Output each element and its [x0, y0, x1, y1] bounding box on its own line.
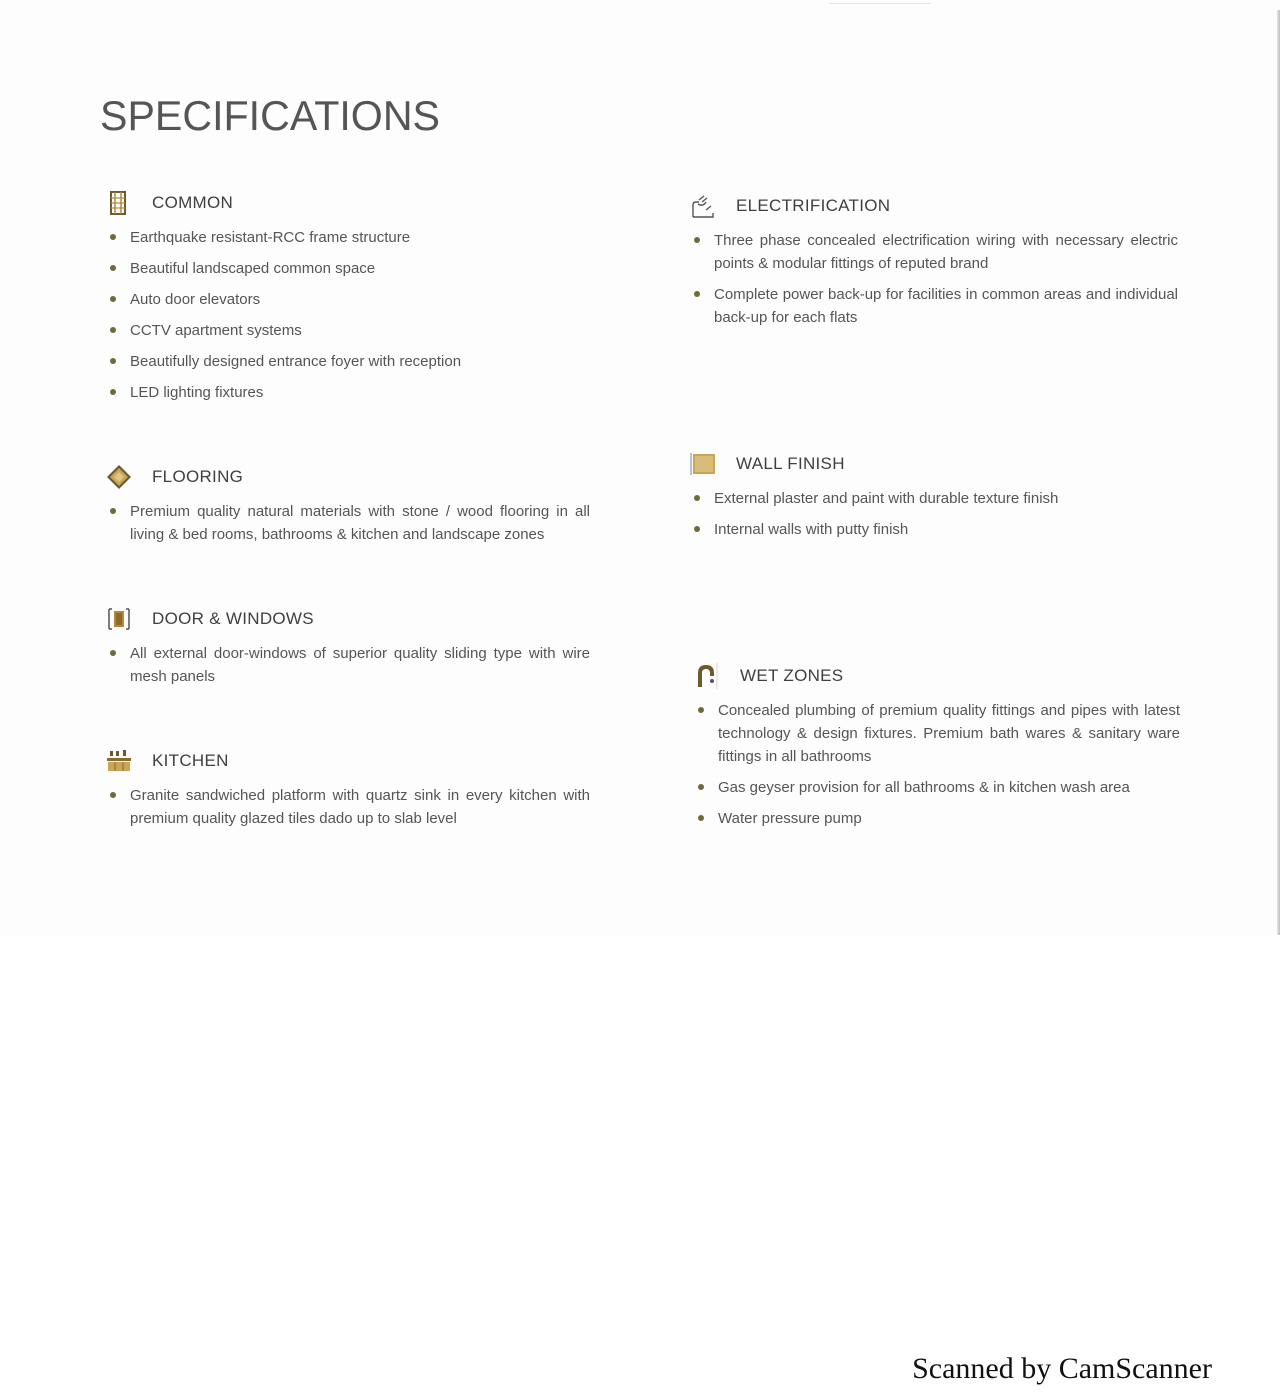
list-item: Premium quality natural materials with stone / wood flooring in all living & bed rooms, bathrooms & kitchen and landscape zones — [106, 500, 590, 546]
spec-list — [106, 642, 590, 688]
building-icon — [106, 190, 132, 216]
section-header — [694, 661, 1180, 691]
section-title: DOOR & WINDOWS — [152, 609, 314, 628]
section-electrification — [690, 191, 1178, 337]
list-item: Gas geyser provision for all bathrooms & in kitchen wash area — [694, 776, 1180, 799]
section-title: WALL FINISH — [736, 454, 845, 473]
list-item: Complete power back-up for facilities in common areas and individual back-up for each flats — [690, 283, 1178, 329]
section-header — [106, 188, 606, 218]
section-title: ELECTRIFICATION — [736, 196, 891, 215]
list-item: Water pressure pump — [694, 807, 1180, 830]
spec-list — [106, 226, 606, 404]
door-icon — [106, 606, 132, 632]
page-edge-top — [830, 3, 930, 4]
spec-list — [106, 784, 590, 830]
scanner-watermark: Scanned by CamScanner — [912, 1352, 1212, 1385]
spec-list — [106, 500, 590, 546]
section-title: FLOORING — [152, 467, 244, 486]
list-item: Beautifully designed entrance foyer with reception — [106, 350, 606, 373]
page-title: SPECIFICATIONS — [100, 92, 440, 139]
list-item: Concealed plumbing of premium quality fittings and pipes with latest technology & design fixtures. Premium bath wares & sanitary ware fittings in all bathrooms — [694, 699, 1180, 768]
section-wall-finish — [690, 449, 1178, 549]
list-item: Earthquake resistant-RCC frame structure — [106, 226, 606, 249]
section-header — [690, 449, 1178, 479]
spec-list — [690, 487, 1178, 541]
section-header — [106, 604, 590, 634]
list-item: Internal walls with putty finish — [690, 518, 1178, 541]
section-title: COMMON — [152, 193, 234, 212]
list-item: Three phase concealed electrification wiring with necessary electric points & modular fittings of reputed brand — [690, 229, 1178, 275]
section-title: KITCHEN — [152, 751, 229, 770]
wall-panel-icon — [690, 451, 716, 477]
list-item: LED lighting fixtures — [106, 381, 606, 404]
kitchen-icon — [106, 748, 132, 774]
faucet-icon — [694, 663, 720, 689]
section-header — [106, 746, 590, 776]
plug-icon — [690, 193, 716, 219]
diamond-tile-icon — [106, 464, 132, 490]
section-title: WET ZONES — [740, 666, 844, 685]
section-doors — [106, 604, 590, 696]
section-flooring — [106, 462, 590, 554]
spec-list — [694, 699, 1180, 830]
section-header — [690, 191, 1178, 221]
list-item: Auto door elevators — [106, 288, 606, 311]
list-item: Granite sandwiched platform with quartz sink in every kitchen with premium quality glazed tiles dado up to slab level — [106, 784, 590, 830]
spec-list — [690, 229, 1178, 329]
section-header — [106, 462, 590, 492]
section-kitchen — [106, 746, 590, 838]
list-item: Beautiful landscaped common space — [106, 257, 606, 280]
list-item: External plaster and paint with durable texture finish — [690, 487, 1178, 510]
section-common — [106, 188, 606, 412]
section-wet-zones — [694, 661, 1180, 838]
list-item: CCTV apartment systems — [106, 319, 606, 342]
list-item: All external door-windows of superior quality sliding type with wire mesh panels — [106, 642, 590, 688]
